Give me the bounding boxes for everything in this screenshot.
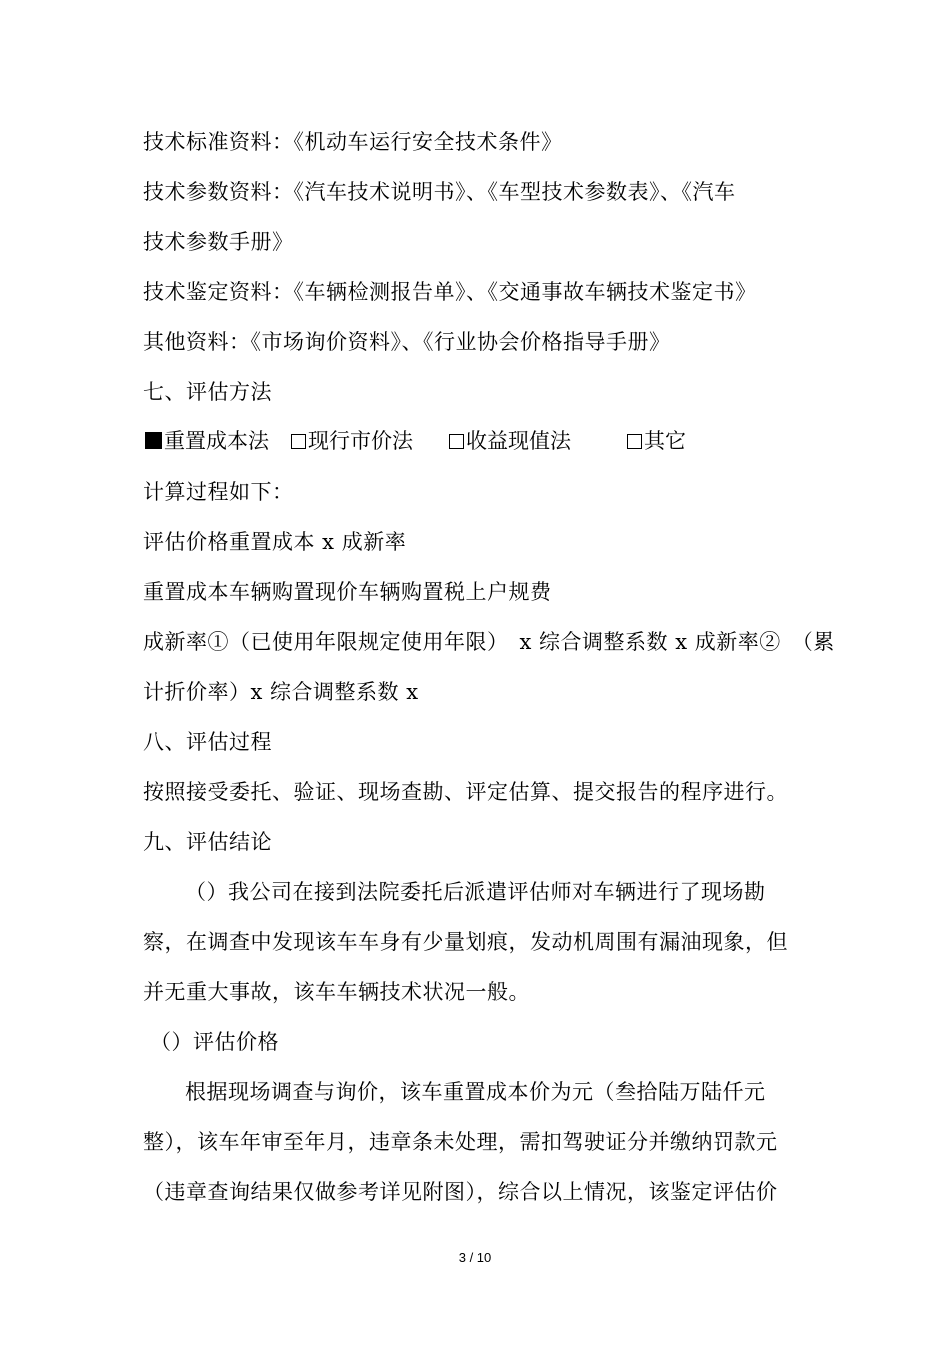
section-heading-evaluation-method: 七、评估方法 — [143, 380, 272, 404]
text-line-calculation-process: 计算过程如下： — [143, 480, 294, 504]
method-option-label: 其它 — [644, 429, 686, 453]
text-line-other-materials: 其他资料：《市场询价资料》、《行业协会价格指导手册》 — [143, 330, 671, 354]
paragraph-price-line-2: 整），该车年审至年月，违章条未处理，需扣驾驶证分并缴纳罚款元 — [143, 1130, 778, 1154]
page-number: 3 / 10 — [458, 1250, 492, 1265]
checked-checkbox-icon — [145, 432, 162, 449]
text-line-technical-appraisal: 技术鉴定资料：《车辆检测报告单》、《交通事故车辆技术鉴定书》 — [143, 280, 757, 304]
section-heading-evaluation-process: 八、评估过程 — [143, 730, 272, 754]
subheading-evaluation-price: （）评估价格 — [150, 1030, 279, 1054]
method-option-replacement-cost — [145, 427, 269, 455]
method-option-market-price — [291, 427, 413, 455]
formula-newness-rate-cont: 计折价率）x 综合调整系数 x — [143, 680, 419, 704]
paragraph-price-line-3: （违章查询结果仅做参考详见附图），综合以上情况，该鉴定评估价 — [143, 1180, 778, 1204]
text-line-technical-parameters: 技术参数资料：《汽车技术说明书》、《车型技术参数表》、《汽车 — [143, 180, 736, 204]
paragraph-inspection-line-3: 并无重大事故，该车车辆技术状况一般。 — [143, 980, 530, 1004]
method-option-other — [627, 427, 686, 455]
empty-checkbox-icon — [291, 434, 306, 449]
method-option-label: 收益现值法 — [466, 429, 571, 453]
empty-checkbox-icon — [627, 434, 642, 449]
method-option-label: 现行市价法 — [308, 429, 413, 453]
paragraph-inspection-line-1: （）我公司在接到法院委托后派遣评估师对车辆进行了现场勘 — [185, 880, 766, 904]
method-option-label: 重置成本法 — [164, 429, 269, 453]
formula-newness-rate: 成新率①（已使用年限规定使用年限） x 综合调整系数 x 成新率② （累 — [143, 630, 835, 654]
empty-checkbox-icon — [449, 434, 464, 449]
method-option-income-value — [449, 427, 571, 455]
section-heading-evaluation-conclusion: 九、评估结论 — [143, 830, 272, 854]
formula-replacement-cost: 重置成本车辆购置现价车辆购置税上户规费 — [143, 580, 552, 604]
text-line-technical-parameters-cont: 技术参数手册》 — [143, 230, 294, 254]
text-line-technical-standards: 技术标准资料：《机动车运行安全技术条件》 — [143, 130, 563, 154]
formula-evaluation-price: 评估价格重置成本 x 成新率 — [143, 530, 407, 554]
paragraph-inspection-line-2: 察，在调查中发现该车车身有少量划痕，发动机周围有漏油现象，但 — [143, 930, 788, 954]
text-line-process-description: 按照接受委托、验证、现场查勘、评定估算、提交报告的程序进行。 — [143, 780, 788, 804]
paragraph-price-line-1: 根据现场调查与询价，该车重置成本价为元（叁拾陆万陆仟元 — [185, 1080, 766, 1104]
